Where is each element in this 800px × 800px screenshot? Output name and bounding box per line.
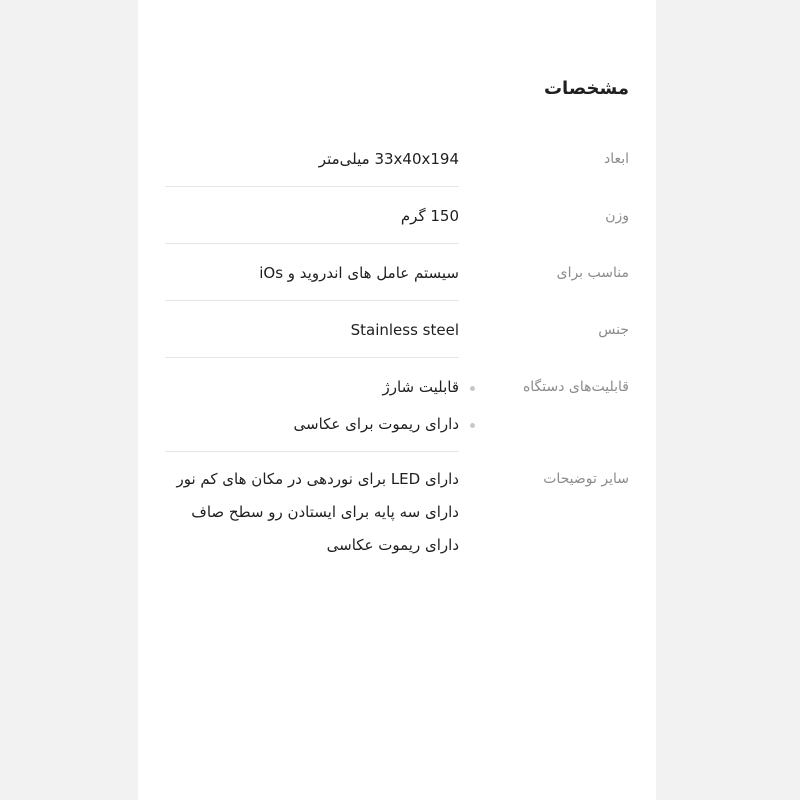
row-divider [165,243,459,244]
other-note-line: دارای ریموت عکاسی [326,536,459,554]
spec-value-weight: 150 گرم [400,207,459,225]
other-note-line: دارای سه پایه برای ایستادن رو سطح صاف [191,503,459,521]
spec-value-material: Stainless steel [350,321,459,339]
specifications-panel [138,0,656,800]
capability-text: دارای ریموت برای عکاسی [293,415,459,433]
spec-label-dimensions: ابعاد [603,151,629,167]
spec-value-compatible-with: سیستم عامل های اندروید و iOs [259,264,459,282]
spec-label-material: جنس [598,322,629,338]
spec-label-other-notes: سایر توضیحات [543,471,629,487]
bullet-dot-icon [470,423,475,428]
row-divider [165,357,459,358]
row-divider [165,186,459,187]
row-divider [165,451,459,452]
other-note-line: دارای LED برای نوردهی در مکان های کم نور [176,470,459,488]
section-title: مشخصات [543,78,629,99]
other-notes-text [163,463,459,562]
spec-label-capabilities: قابلیت‌های دستگاه [522,379,629,395]
spec-label-compatible-with: مناسب برای [556,265,629,281]
list-item [142,377,472,414]
list-item [142,414,472,451]
capability-text: قابلیت شارژ [382,378,459,396]
row-divider [165,300,459,301]
capabilities-list [142,377,472,451]
spec-label-weight: وزن [605,208,629,224]
spec-value-dimensions: 33x40x194 میلی‌متر [318,150,459,168]
bullet-dot-icon [470,386,475,391]
